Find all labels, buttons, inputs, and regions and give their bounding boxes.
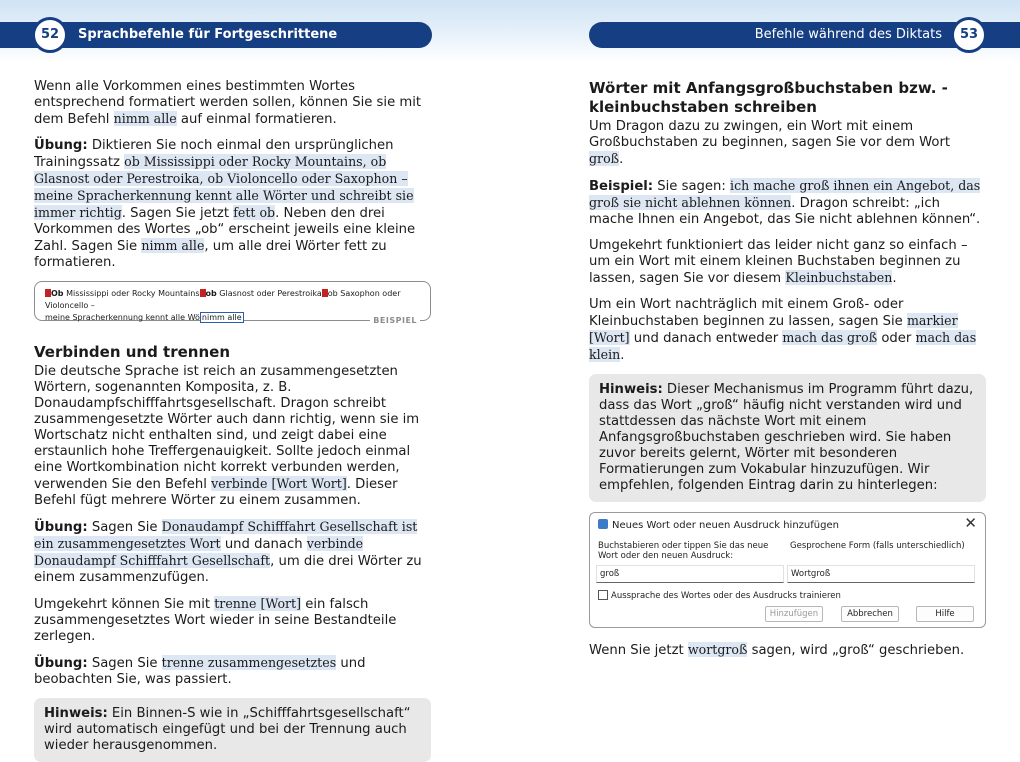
right-page-number: 53: [951, 17, 987, 53]
command-tooltip: nimm alle: [201, 313, 242, 322]
paragraph-gross-intro: Um Dragon dazu zu zwingen, ein Wort mit einem Großbuchstaben zu beginnen, sagen Sie vor dem Wort groß.: [589, 119, 951, 167]
paragraph-komposita: Die deutsche Sprache ist reich an zusammengesetzten Wörtern, sogenannten Komposita, z. B. Donaudampfschifffahrtsgesellschaft. Dragon schreibt zusammengesetzte Wörter auch dann richtig, wenn sie im Wortschatz nicht enthalten sind, und zeigt dabei eine erstaunlich hohe Treffergenauigkeit. Sollte jedoch einmal eine Wortkombination nicht korrekt verbunden werden, verwenden Sie den Befehl verbinde [Wort Wort]. Dieser Befehl fügt mehrere Wörter zu einem zusammen.: [34, 364, 420, 508]
left-running-head-title: Sprachbefehle für Fortgeschrittene: [78, 27, 338, 42]
checkbox-box[interactable]: [598, 590, 608, 600]
voice-command: nimm alle: [141, 238, 205, 253]
example-text: Ob Mississippi oder Rocky Mountains ob Glasnost oder Perestroika ob Saxophon oder Violoncello – meine Spracherkennung kennt alle Wö nimm alle: [45, 289, 401, 322]
voice-command: fett ob: [233, 205, 276, 220]
right-running-head-title: Befehle während des Diktats: [754, 27, 942, 42]
example-label-inline: Beispiel:: [589, 179, 654, 194]
spell-input[interactable]: groß: [596, 565, 784, 583]
voice-command: Donaudampf Schifffahrt Gesellschaft ist ein zusammengesetztes Wort: [34, 519, 418, 551]
help-button[interactable]: Hilfe: [916, 606, 974, 622]
checkbox-label: Aussprache des Wortes oder des Ausdrucks trainieren: [611, 591, 841, 601]
spell-field-label: Buchstabieren oder tippen Sie das neue Wort oder den neuen Ausdruck:: [598, 541, 769, 561]
voice-command: Kleinbuchstaben: [785, 270, 893, 285]
example-box: [34, 281, 431, 325]
spoken-form-label: Gesprochene Form (falls unterschiedlich): [790, 541, 965, 551]
paragraph-trenne: Umgekehrt können Sie mit trenne [Wort] ein falsch zusammengesetztes Wort wieder in seine Bestandteile zerlegen.: [34, 596, 397, 644]
paragraph-example-angebot: Beispiel: Sie sagen: ich mache groß ihnen ein Angebot, das groß sie nicht ablehnen können. Dragon schreibt: „ich mache Ihnen ein Angebot, das Sie nicht ablehnen können“.: [589, 178, 981, 227]
note-label: Hinweis:: [44, 706, 108, 721]
voice-command: ob Mississippi oder Rocky Mountains, ob Glasnost oder Perestroika, ob Violoncello oder Saxophon – meine Spracherkennung kennt alle Wörter und schreibt sie immer richtig: [34, 154, 414, 220]
exercise-label: Übung:: [34, 520, 88, 535]
voice-command: trenne [Wort]: [214, 596, 302, 611]
dialog-title: Neues Wort oder neuen Ausdruck hinzufügen: [612, 520, 839, 531]
paragraph-nachtraeglich: Um ein Wort nachträglich mit einem Groß- oder Kleinbuchstaben beginnen zu lassen, sagen Sie markier [Wort] und danach entweder mach das groß oder mach das klein.: [589, 297, 977, 363]
paragraph-kleinbuchstaben: Umgekehrt funktioniert das leider nicht ganz so einfach – um ein Wort mit einem kleinen Buchstaben beginnen zu lassen, sagen Sie vor diesem Kleinbuchstaben.: [589, 238, 968, 286]
note-box-mechanismus: Hinweis: Dieser Mechanismus im Programm führt dazu, dass das Wort „groß“ häufig nicht verstanden wird und stattdessen das nächste Wort mit einem Anfangsgroßbuchstaben geschrieben wird. Sie haben zuvor bereits gelernt, Wörter mit besonderen Formatierungen zum Vokabular hinzuzufügen. Wir empfehlen, folgenden Eintrag darin zu hinterlegen:: [589, 374, 986, 502]
dialog-title-bar: [598, 519, 839, 531]
voice-command: wortgroß: [687, 642, 748, 657]
voice-command: ich mache groß ihnen ein Angebot, das groß sie nicht ablehnen können: [589, 178, 981, 210]
close-icon[interactable]: ✕: [964, 514, 977, 532]
example-label: BEISPIEL: [370, 316, 420, 326]
paragraph-exercise-fett: Übung: Diktieren Sie noch einmal den ursprünglichen Trainingssatz ob Mississippi oder Rocky Mountains, ob Glasnost oder Perestroika, ob Violoncello oder Saxophon – meine Spracherkennung kennt alle Wörter und schreibt sie immer richtig. Sagen Sie jetzt fett ob. Neben den drei Vorkommen des Wortes „ob“ erscheint jeweils eine kleine Zahl. Sagen Sie nimm alle, um alle drei Wörter fett zu formatieren.: [34, 138, 416, 270]
voice-command: trenne zusammengesetztes: [161, 655, 337, 670]
spoken-form-input[interactable]: Wortgroß: [787, 565, 975, 583]
section-heading-gross-klein: Wörter mit Anfangsgroßbuchstaben bzw. -kleinbuchstaben schreiben: [589, 79, 948, 116]
paragraph-exercise-verbinde: Übung: Sagen Sie Donaudampf Schifffahrt Gesellschaft ist ein zusammengesetztes Wort und danach verbinde Donaudampf Schifffahrt Gesellschaft, um die drei Wörter zu einem zusammenzufügen.: [34, 519, 422, 585]
voice-command: groß: [589, 151, 620, 166]
paragraph-exercise-trenne: Übung: Sagen Sie trenne zusammengesetztes und beobachten Sie, was passiert.: [34, 655, 366, 687]
voice-command: mach das groß: [782, 330, 878, 345]
cancel-button[interactable]: Abbrechen: [841, 606, 899, 622]
exercise-label: Übung:: [34, 138, 88, 153]
exercise-label: Übung:: [34, 656, 88, 671]
voice-command: verbinde Donaudampf Schifffahrt Gesellschaft: [34, 536, 364, 568]
left-page-number: 52: [32, 17, 68, 53]
paragraph-wortgross: Wenn Sie jetzt wortgroß sagen, wird „groß“ geschrieben.: [589, 642, 965, 658]
paragraph-nimm-alle-intro: Wenn alle Vorkommen eines bestimmten Wortes entsprechend formatiert werden sollen, können Sie sie mit dem Befehl nimm alle auf einmal formatieren.: [34, 79, 422, 127]
dragon-app-icon: [598, 519, 608, 529]
note-label: Hinweis:: [599, 382, 663, 397]
voice-command: mach das klein: [589, 330, 977, 362]
voice-command: nimm alle: [113, 111, 177, 126]
add-word-dialog: [589, 512, 986, 628]
voice-command: markier [Wort]: [589, 313, 958, 345]
right-page-column: [589, 79, 986, 669]
note-box-binnen-s: Hinweis: Ein Binnen-S wie in „Schifffahrtsgesellschaft“ wird automatisch eingefügt und bei der Trennung auch wieder herausgenommen.: [34, 698, 431, 762]
voice-command: verbinde [Wort Wort]: [211, 476, 347, 491]
add-button[interactable]: Hinzufügen: [765, 606, 823, 622]
left-page-column: [34, 79, 431, 762]
train-pronunciation-checkbox[interactable]: [598, 590, 841, 601]
section-heading-verbinden: Verbinden und trennen: [34, 343, 230, 361]
